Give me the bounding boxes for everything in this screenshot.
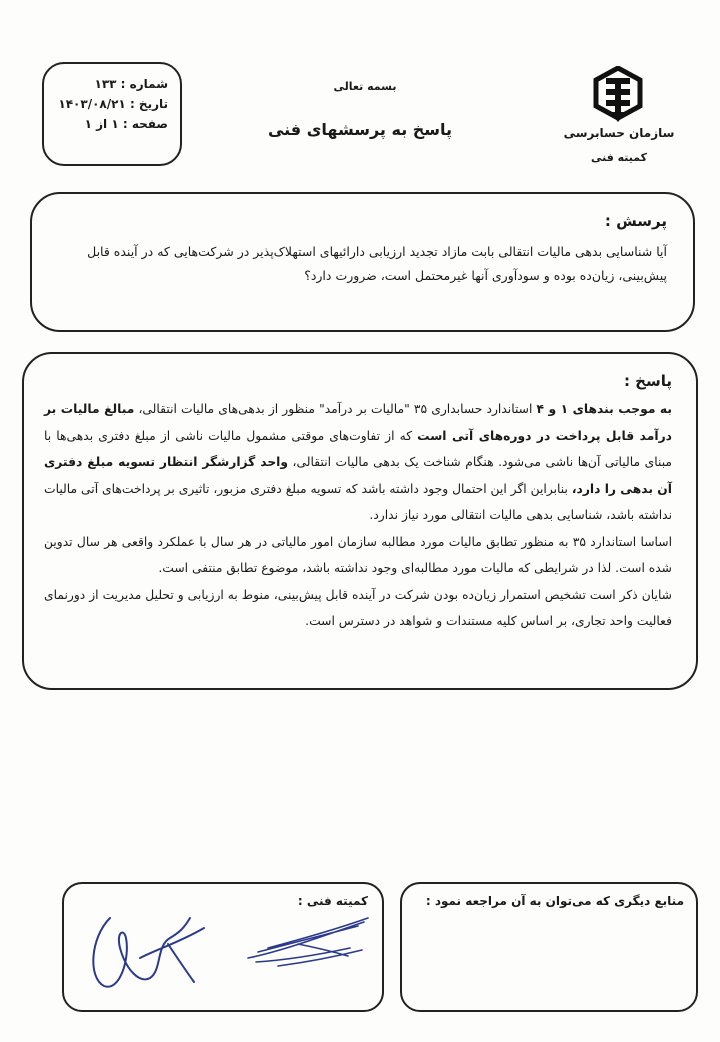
answer-box xyxy=(22,352,698,690)
other-sources-box xyxy=(400,882,698,1012)
number-row xyxy=(52,74,168,94)
answer-label: پاسخ : xyxy=(623,372,672,390)
technical-committee-label: کمیته فنی : xyxy=(297,894,368,908)
page-value: ۱ از ۱ xyxy=(84,117,119,131)
organization-subunit: کمیته فنی xyxy=(590,151,648,164)
bismillah-heading: بسمه تعالی xyxy=(333,80,397,93)
date-value: ۱۴۰۳/۰۸/۲۱ xyxy=(58,97,126,111)
answer-p1-text-2: که از تفاوت‌های موقتی مشمول مالیات ناشی از مبلغ دفتری بدهی‌ها با مبنای مالیاتی آن‌ها ناشی می‌شود. هنگام شناخت یک بدهی مالیات انتقالی، xyxy=(44,428,672,469)
page-title: پاسخ به پرسشهای فنی xyxy=(267,120,453,139)
answer-p1-bold-3: واحد گزارشگر انتظار تسویه مبلغ دفتری آن بدهی را دارد، xyxy=(44,455,672,496)
organization-name: سازمان حسابرسی xyxy=(563,126,675,140)
answer-body xyxy=(44,396,672,635)
answer-paragraph-2: اساسا استاندارد ۳۵ به منظور تطابق مالیات مورد مطالبه سازمان امور مالیاتی در هر سال با عملکرد واقعی هر سال تدوین شده است. لذا در شرایطی که مالیات مورد مطالبه‌ای وجود نداشته باشد، موضوع تطابق منتفی است. xyxy=(44,534,672,575)
number-value: ۱۳۳ xyxy=(94,77,117,91)
page-row xyxy=(52,114,168,134)
answer-p1-text-3: بنابراین اگر این احتمال وجود داشته باشد که تسویه مبلغ دفتری مزبور، تاثیری بر پرداخت‌های آتی مالیات نداشته باشد، شناسایی بدهی مالیات انتقالی مورد نیاز ندارد. xyxy=(44,481,672,522)
date-row xyxy=(52,94,168,114)
question-box xyxy=(30,192,695,332)
date-label: تاریخ : xyxy=(129,97,168,111)
answer-p1-text-1: استاندارد حسابداری ۳۵ "مالیات بر درآمد" منظور از بدهی‌های مالیات انتقالی، xyxy=(134,402,537,416)
document-meta-box xyxy=(42,62,182,166)
number-label: شماره : xyxy=(120,77,168,91)
answer-p1-bold-2: مبالغ مالیات بر درآمد قابل پرداخت در دوره‌های آتی است xyxy=(44,402,672,443)
question-text: آیا شناسایی بدهی مالیات انتقالی بابت مازاد تجدید ارزیابی دارائیهای استهلاک‌پذیر در شرکت‌هایی که در آینده قابل پیش‌بینی، زیان‌ده بوده و سودآوری آنها غیرمحتمل است، ضرورت دارد؟ xyxy=(87,244,667,283)
question-label: پرسش : xyxy=(604,212,667,230)
answer-paragraph-3: شایان ذکر است تشخیص استمرار زیان‌ده بودن شرکت در آینده قابل پیش‌بینی، منوط به ارزیابی و تحلیل مدیریت از دورنمای فعالیت واحد تجاری، بر اساس کلیه مستندات و شواهد در دسترس است. xyxy=(44,587,672,628)
signature-1-icon xyxy=(80,898,220,998)
signature-2-icon xyxy=(238,908,378,978)
page-label: صفحه : xyxy=(122,117,168,131)
answer-p1-bold-1: به موجب بندهای ۱ و ۴ xyxy=(536,402,672,416)
audit-organization-logo-icon xyxy=(592,66,644,126)
other-sources-label: منابع دیگری که می‌توان به آن مراجعه نمود : xyxy=(425,894,684,908)
answer-paragraph-1 xyxy=(44,396,672,529)
